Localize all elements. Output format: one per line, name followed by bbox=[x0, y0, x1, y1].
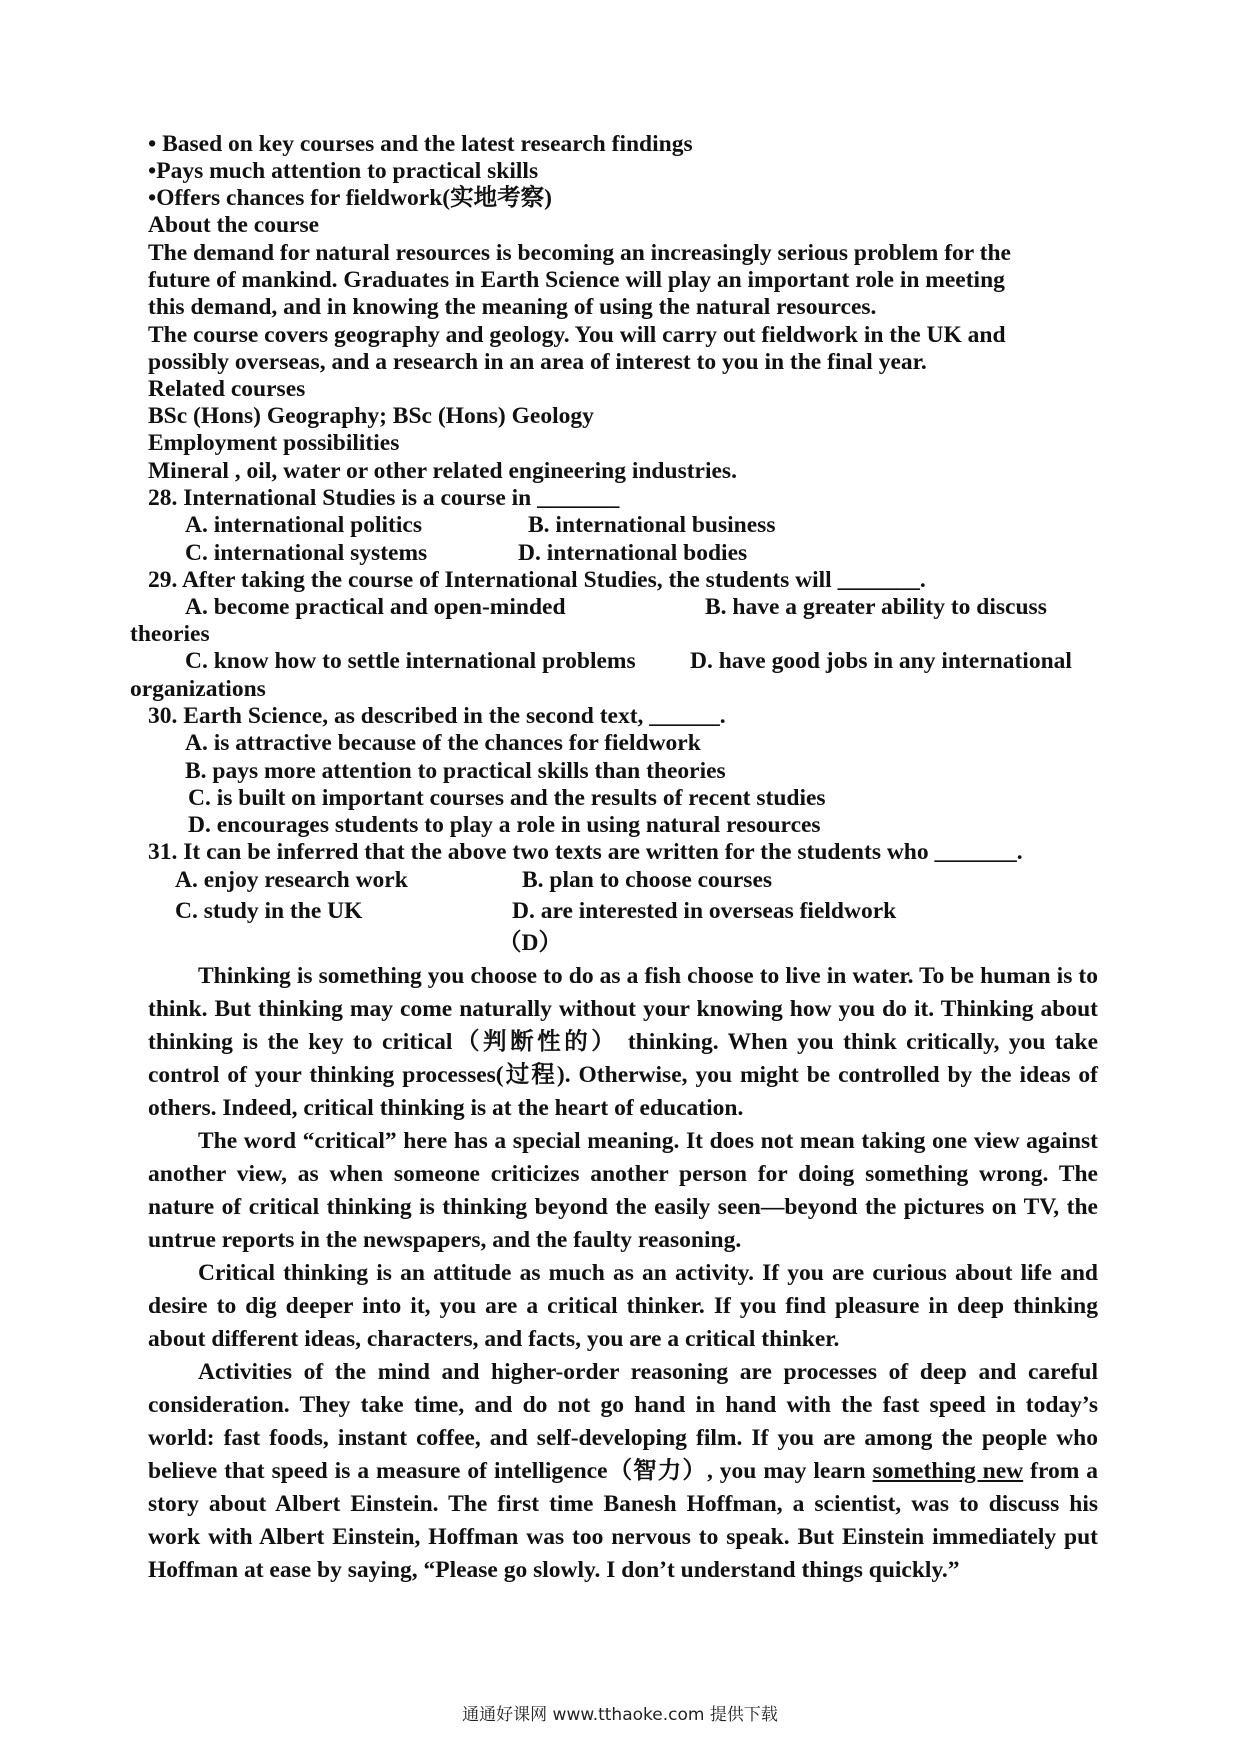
q29-option-c: C. know how to settle international problems bbox=[185, 648, 636, 674]
q30-option-b: B. pays more attention to practical skills than theories bbox=[185, 758, 726, 784]
employment-text: Mineral , oil, water or other related engineering industries. bbox=[148, 458, 737, 484]
q31-option-c: C. study in the UK bbox=[175, 898, 363, 924]
about-line-5: possibly overseas, and a research in an area of interest to you in the final year. bbox=[148, 349, 927, 375]
q29-option-b: B. have a greater ability to discuss bbox=[705, 594, 1047, 620]
paragraph-4-text-a: Activities of the mind and higher-order reasoning are processes of deep and careful consideration. They take time, and do not go hand in hand with the fast speed in today’s world: fast foods, instant coffee, and self-developing film. If you are among the people who believe that speed is a measure of intelligence（智力）, you may learn bbox=[148, 1359, 1098, 1484]
q29-option-d-wrap: organizations bbox=[130, 676, 266, 702]
q30-option-a: A. is attractive because of the chances for fieldwork bbox=[185, 730, 701, 756]
section-d-paragraph-1: Thinking is something you choose to do as a fish choose to live in water. To be human is to think. But thinking may come naturally without your knowing how you do it. Thinking about thinking is the key to critical（判断性的） thinking. When you think critically, you take control of your thinking processes(过程). Otherwise, you might be controlled by the ideas of others. Indeed, critical thinking is at the heart of education. bbox=[148, 963, 1098, 1121]
q30-option-d: D. encourages students to play a role in using natural resources bbox=[188, 812, 821, 838]
feature-line-2: •Pays much attention to practical skills bbox=[148, 158, 539, 184]
paragraph-4-text-b: from a story about Albert Einstein. The first time Banesh Hoffman, a scientist, was to discuss his work with Albert Einstein, Hoffman was too nervous to speak. But Einstein immediately put Hoffman at ease by saying, “Please go slowly. I don’t understand things quickly.” bbox=[148, 1458, 1098, 1583]
related-courses: BSc (Hons) Geography; BSc (Hons) Geology bbox=[148, 403, 594, 429]
q31-option-d: D. are interested in overseas fieldwork bbox=[512, 898, 897, 924]
q28-option-c: C. international systems bbox=[185, 540, 428, 566]
q30-option-c: C. is built on important courses and the results of recent studies bbox=[188, 785, 826, 811]
q29-option-a: A. become practical and open-minded bbox=[185, 594, 566, 620]
q30-stem: 30. Earth Science, as described in the second text, ______. bbox=[148, 703, 726, 729]
q29-option-d: D. have good jobs in any international bbox=[690, 648, 1072, 674]
section-d-paragraph-2: The word “critical” here has a special meaning. It does not mean taking one view against another view, as when someone criticizes another person for doing something wrong. The nature of critical thinking is thinking beyond the easily seen—beyond the pictures on TV, the untrue reports in the newspapers, and the faulty reasoning. bbox=[148, 1128, 1098, 1253]
about-line-1: The demand for natural resources is becoming an increasingly serious problem for the bbox=[148, 240, 1011, 266]
employment-heading: Employment possibilities bbox=[148, 430, 400, 456]
about-line-3: this demand, and in knowing the meaning of using the natural resources. bbox=[148, 294, 877, 320]
q31-option-a: A. enjoy research work bbox=[175, 867, 408, 893]
about-line-4: The course covers geography and geology. You will carry out fieldwork in the UK and bbox=[148, 322, 1006, 348]
underlined-phrase: something new bbox=[872, 1458, 1024, 1484]
q31-stem: 31. It can be inferred that the above two texts are written for the students who _______. bbox=[148, 839, 1023, 865]
section-d-paragraph-4 bbox=[148, 1356, 1098, 1587]
q28-option-a: A. international politics bbox=[185, 512, 422, 538]
q28-option-d: D. international bodies bbox=[518, 540, 748, 566]
feature-line-1: • Based on key courses and the latest research findings bbox=[148, 131, 693, 157]
related-heading: Related courses bbox=[148, 376, 306, 402]
about-heading: About the course bbox=[148, 212, 320, 238]
q28-stem: 28. International Studies is a course in _______ bbox=[148, 485, 620, 511]
q29-option-b-wrap: theories bbox=[130, 621, 210, 647]
about-line-2: future of mankind. Graduates in Earth Science will play an important role in meeting bbox=[148, 267, 1005, 293]
q29-stem: 29. After taking the course of International Studies, the students will _______. bbox=[148, 567, 926, 593]
page-footer: 通通好课网 www.tthaoke.com 提供下载 bbox=[462, 1705, 778, 1725]
section-d-paragraph-3: Critical thinking is an attitude as much as an activity. If you are curious about life and desire to dig deeper into it, you are a critical thinker. If you find pleasure in deep thinking about different ideas, characters, and facts, you are a critical thinker. bbox=[148, 1260, 1098, 1352]
section-d-label: （D） bbox=[498, 930, 562, 956]
feature-line-3: •Offers chances for fieldwork(实地考察) bbox=[148, 185, 552, 211]
q31-option-b: B. plan to choose courses bbox=[522, 867, 773, 893]
q28-option-b: B. international business bbox=[528, 512, 776, 538]
